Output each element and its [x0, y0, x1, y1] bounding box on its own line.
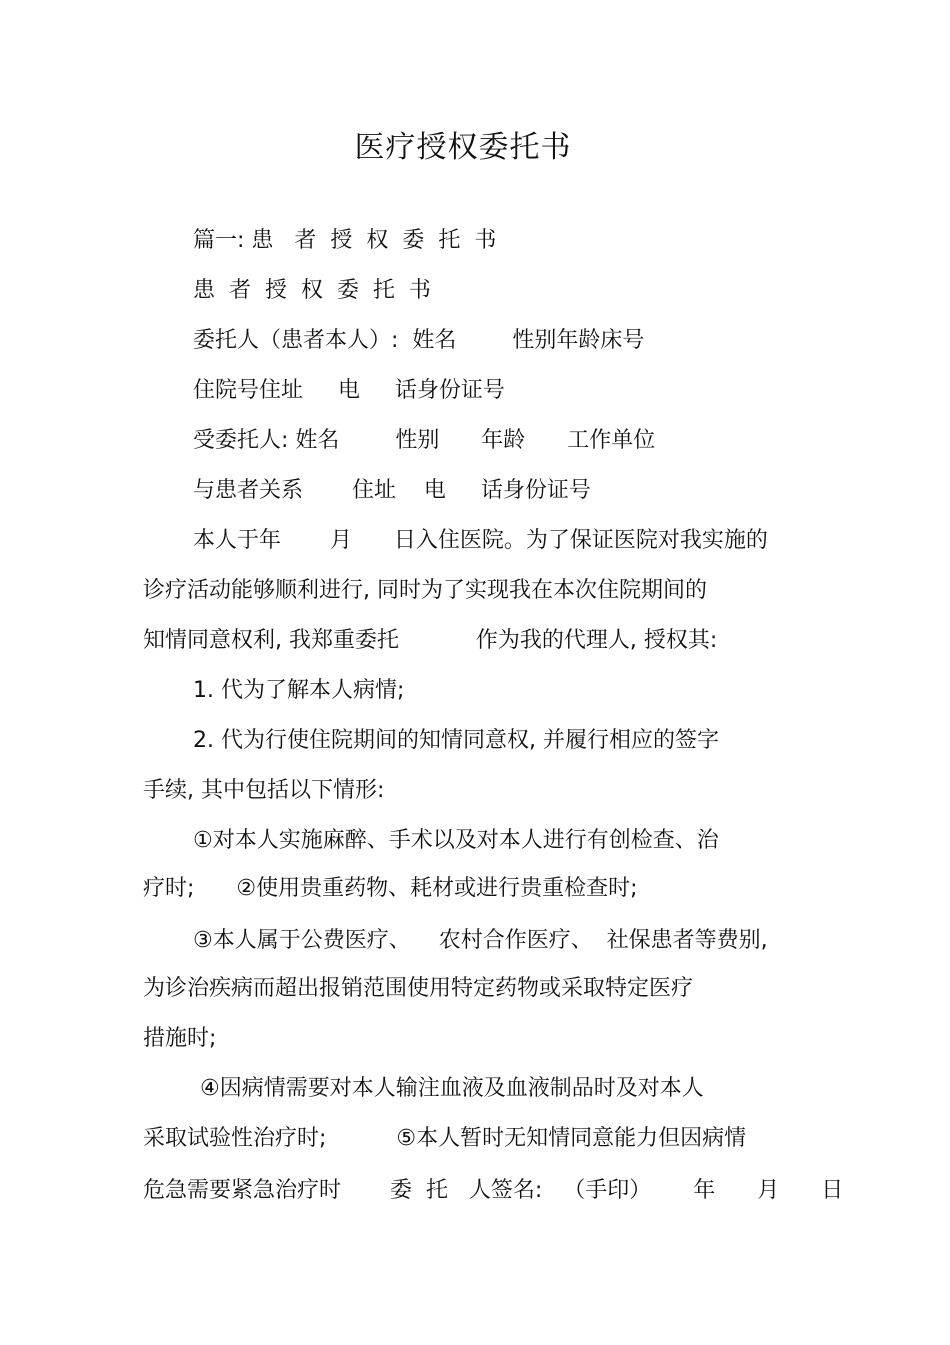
case-item: ④因病情需要对本人输注血液及血液制品时及对本人 — [193, 1076, 704, 1101]
document-title: 医疗授权委托书 — [354, 130, 572, 165]
principal-info-line: 委托人（患者本人）: 姓名 性别年龄床号 — [193, 328, 645, 353]
case-item: ①对本人实施麻醉、手术以及对本人进行有创检查、治 — [193, 828, 719, 853]
case-item-continuation: 措施时; — [143, 1026, 217, 1051]
list-item-continuation: 手续, 其中包括以下情形: — [143, 778, 385, 803]
list-item: 2. 代为行使住院期间的知情同意权, 并履行相应的签字 — [193, 728, 719, 753]
case-item-continuation: 为诊治疾病而超出报销范围使用特定药物或采取特定医疗 — [143, 976, 694, 1001]
signature-line: 危急需要紧急治疗时 委 托 人签名: （手印） 年 月 日 — [143, 1178, 844, 1203]
case-item: 采取试验性治疗时; ⑤本人暂时无知情同意能力但因病情 — [143, 1126, 747, 1151]
subheading: 患 者 授 权 委 托 书 — [193, 278, 431, 303]
case-item: 疗时; ②使用贵重药物、耗材或进行贵重检查时; — [143, 876, 638, 901]
body-paragraph-line: 本人于年 月 日入住医院。为了保证医院对我实施的 — [193, 528, 768, 553]
principal-address-line: 住院号住址 电 话身份证号 — [193, 378, 505, 403]
body-paragraph-line: 知情同意权利, 我郑重委托 作为我的代理人, 授权其: — [143, 628, 718, 653]
agent-info-line: 受委托人: 姓名 性别 年龄 工作单位 — [193, 428, 656, 453]
list-item: 1. 代为了解本人病情; — [193, 678, 405, 703]
case-item: ③本人属于公费医疗、 农村合作医疗、 社保患者等费别, — [193, 928, 768, 953]
section-heading: 篇一: 患 者 授 权 委 托 书 — [193, 228, 497, 253]
agent-relation-line: 与患者关系 住址 电 话身份证号 — [193, 478, 591, 503]
body-paragraph-line: 诊疗活动能够顺利进行, 同时为了实现我在本次住院期间的 — [143, 578, 707, 603]
